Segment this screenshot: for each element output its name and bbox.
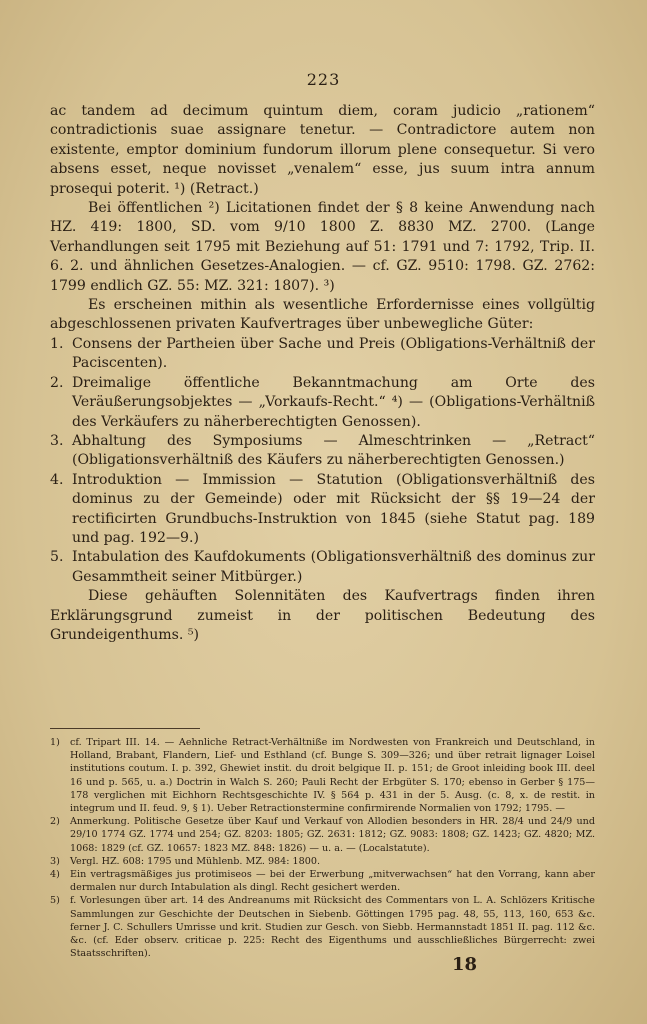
footnote-text: f. Vorlesungen über art. 14 des Andreanums mit Rücksicht des Commentars von L. A. Schlözers Kritische Sammlungen zur Geschichte der Deutschen in Siebenb. Göttingen 1795 pag. 48, 55, 113, 160, 653 &c. ferner J. C. Schullers Umrisse und krit. Studien zur Gesch. von Siebb. Hermannstadt 1851 II. pag. 112 &c. &c. (cf. Eder observ. criticae p. 225: Recht des Eigenthums und ausschließliches Bürgerrecht: zwei Staatsschriften). [70, 895, 595, 960]
paragraph-4: Diese gehäuften Solennitäten des Kaufvertrags finden ihren Erklärungsgrund zumeist in der politischen Bedeutung des Grundeigenthums. ⁵) [50, 588, 595, 643]
main-text [50, 102, 595, 645]
footnote-text: cf. Tripart III. 14. — Aehnliche Retract-Verhältniße im Nordwesten von Frankreich und Deutschland, in Holland, Brabant, Flandern, Lief- und Esthland (cf. Bunge S. 309—326; und über retrait lignager Loisel institutions coutum. I. p. 392, Ghewiet instit. du droit belgique II. p. 151; de Groot inleiding book III. deel 16 und p. 565, u. a.) Doctrin in Walch S. 260; Pauli Recht der Erbgüter S. 170; ebenso in Gerber § 175—178 verglichen mit Eichhorn Rechtsgeschichte IV. § 564 p. 431 in der 5. Ausg. (c. 8, x. de restit. in integrum und II. feud. 9, § 1). Ueber Retractionstermine confirmirende Normalien von 1792; 1795. — [70, 737, 595, 815]
footnote [50, 855, 595, 868]
footnote [50, 894, 595, 960]
footnote-number: 5) [50, 895, 60, 907]
footnote-number: 4) [50, 869, 60, 881]
paragraph-1: ac tandem ad decimum quintum diem, coram judicio „rationem“ contradictionis suae assignare tenetur. — Contradictore autem non existente, emptor dominium fundorum illorum plene consequetur. Si vero absens esset, neque novisset „venalem“ esse, jus suum intra annum prosequi poterit. ¹) (Retract.) [50, 103, 595, 197]
paragraph-3: Es erscheinen mithin als wesentliche Erfordernisse eines vollgültig abgeschlossenen privaten Kaufvertrages über unbewegliche Güter: [50, 297, 595, 333]
list-item-text: Introduktion — Immission — Statution (Obligationsverhältniß des dominus zu der Gemeinde) oder mit Rücksicht der §§ 19—24 der rectificirten Grundbuchs-Instruktion von 1845 (siehe Statut pag. 189 und pag. 192—9.) [72, 471, 595, 546]
footnote [50, 815, 595, 855]
list-item-number: 1. [50, 335, 64, 352]
footnote-number: 3) [50, 855, 60, 867]
list-item-number: 5. [50, 549, 64, 566]
list-item [50, 471, 595, 549]
requirements-list [50, 335, 595, 587]
footnote-number: 2) [50, 816, 60, 828]
footnote [50, 868, 595, 894]
list-item-text: Consens der Partheien über Sache und Preis (Obligations-Verhältniß der Paciscenten). [72, 335, 595, 372]
footnote-text: Ein vertragsmäßiges jus protimiseos — bei der Erwerbung „mitverwachsen“ hat den Vorrang, kann aber dermalen nur durch Intabulation als dingl. Recht gesichert werden. [70, 869, 595, 894]
list-item [50, 374, 595, 432]
signature-mark: 18 [452, 954, 478, 975]
footnote-text: Vergl. HZ. 608: 1795 und Mühlenb. MZ. 984: 1800. [70, 855, 321, 867]
footnotes [50, 736, 595, 960]
list-item-number: 4. [50, 471, 64, 488]
footnote [50, 736, 595, 815]
list-item [50, 548, 595, 587]
paragraph-2: Bei öffentlichen ²) Licitationen findet der § 8 keine Anwendung nach HZ. 419: 1800, SD. vom 9/10 1800 Z. 8830 MZ. 2700. (Lange Verhandlungen seit 1795 mit Beziehung auf 51: 1791 und 7: 1792, Trip. II. 6. 2. und ähnlichen Gesetzes-Analogien. — cf. GZ. 9510: 1798. GZ. 2762: 1799 endlich GZ. 55: MZ. 321: 1807). ³) [50, 200, 595, 294]
page-number: 223 [306, 70, 341, 89]
list-item-text: Abhaltung des Symposiums — Almeschtrinken — „Retract“ (Obligationsverhältniß des Käufers zu näherberechtigten Genossen.) [72, 432, 595, 469]
list-item-number: 3. [50, 432, 64, 449]
list-item-text: Dreimalige öffentliche Bekanntmachung am Orte des Veräußerungsobjektes — „Vorkaufs-Recht.“ ⁴) — (Obligations-Verhältniß des Verkäufers zu näherberechtigten Genossen). [72, 374, 595, 430]
list-item [50, 432, 595, 471]
list-item-number: 2. [50, 374, 64, 391]
footnote-number: 1) [50, 737, 60, 748]
list-item [50, 335, 595, 374]
list-item-text: Intabulation des Kaufdokuments (Obligationsverhältniß des dominus zur Gesammtheit seiner Mitbürger.) [72, 549, 595, 585]
footnote-text: Anmerkung. Politische Gesetze über Kauf und Verkauf von Allodien besonders in HR. 28/4 und 24/9 und 29/10 1774 GZ. 1774 und 254; GZ. 8203: 1805; GZ. 2631: 1812; GZ. 9083: 1808; GZ. 1423; GZ. 4820; MZ. 1068: 1829 (cf. GZ. 10657: 1823 MZ. 848: 1826) — u. a. — (Localstatute). [70, 816, 595, 854]
footnote-divider [50, 728, 200, 729]
